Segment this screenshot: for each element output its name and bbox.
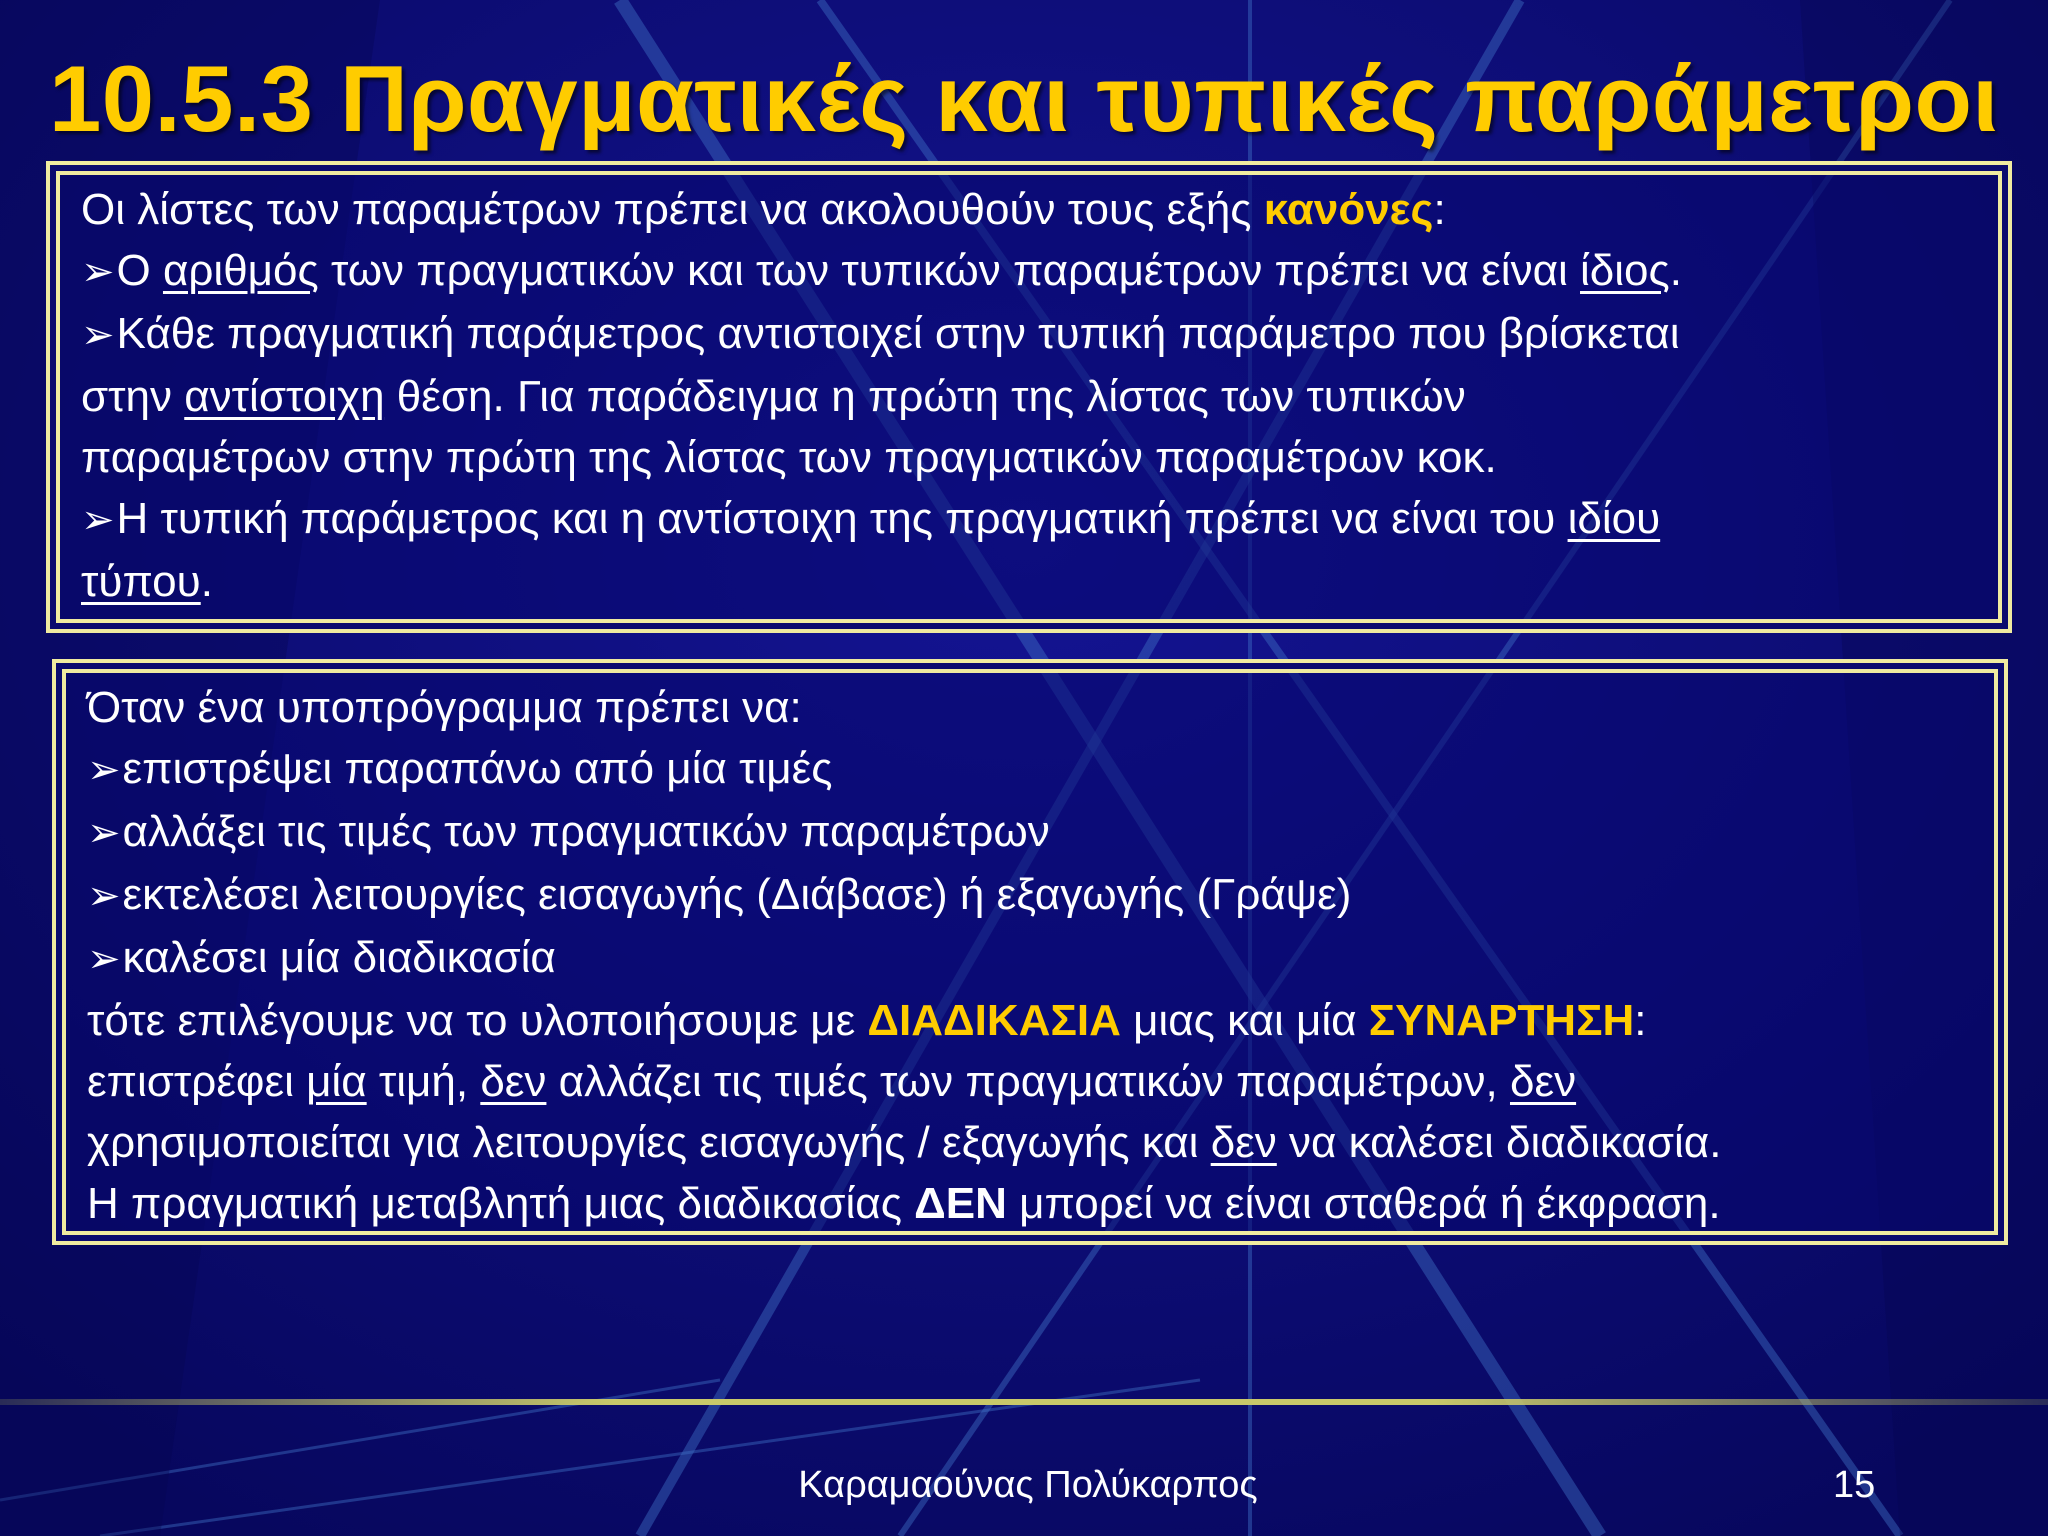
procedure-bullet: [87, 927, 1972, 990]
choice-text: μιας και μία: [1120, 996, 1369, 1045]
footer-divider: [0, 1399, 2048, 1405]
rule-2-line-3: παραμέτρων στην πρώτη της λίστας των πραγματικών παραμέτρων κοκ.: [81, 433, 1497, 482]
function-desc-text: αλλάζει τις τιμές των πραγματικών παραμέτρων,: [546, 1057, 1510, 1106]
function-keyword: ΣΥΝΑΡΤΗΣΗ: [1368, 996, 1635, 1045]
rule-1-underlined: αριθμός: [162, 246, 319, 295]
variable-note-line: [87, 1173, 1972, 1234]
rule-3-line-2: [81, 551, 1976, 612]
choice-text: τότε επιλέγουμε να το υλοποιήσουμε με: [87, 996, 868, 1045]
procedure-bullet-text: εκτελέσει λειτουργίες εισαγωγής (Διάβασε) ή εξαγωγής (Γράψε): [122, 870, 1352, 919]
intro-end: :: [1433, 185, 1446, 234]
function-desc-text: χρησιμοποιείται για λειτουργίες εισαγωγής / εξαγωγής και: [87, 1118, 1211, 1167]
rules-intro: [81, 179, 1976, 240]
rule-2-underlined: αντίστοιχη: [184, 372, 385, 421]
function-desc-line-2: [87, 1112, 1972, 1173]
rule-3-underlined: τύπου: [81, 557, 201, 606]
rule-2-line-1: [81, 303, 1976, 366]
function-desc-underlined: μία: [306, 1057, 367, 1106]
procedure-intro: Όταν ένα υποπρόγραμμα πρέπει να:: [87, 683, 802, 732]
rule-1-text: .: [1669, 246, 1682, 295]
procedure-box: [62, 669, 1998, 1235]
procedure-bullet: [87, 864, 1972, 927]
procedure-keyword: ΔΙΑΔΙΚΑΣΙΑ: [867, 996, 1121, 1045]
intro-highlight: κανόνες: [1263, 185, 1434, 234]
bullet-arrow-icon: ➢: [81, 313, 115, 357]
function-desc-underlined: δεν: [1210, 1118, 1277, 1167]
function-desc-line-1: [87, 1051, 1972, 1112]
page-number: 15: [1833, 1464, 1876, 1506]
function-desc-underlined: δεν: [480, 1057, 547, 1106]
rule-3-line-1: [81, 488, 1976, 551]
rule-2-text: Κάθε πραγματική παράμετρος αντιστοιχεί στην τυπική παράμετρο που βρίσκεται: [116, 309, 1680, 358]
rule-3-text: Η τυπική παράμετρος και η αντίστοιχη της πραγματική πρέπει να είναι του: [116, 494, 1568, 543]
rule-1: [81, 240, 1976, 303]
rule-2-text: θέση. Για παράδειγμα η πρώτη της λίστας των τυπικών: [384, 372, 1466, 421]
function-desc-text: επιστρέφει: [87, 1057, 307, 1106]
rule-3-text: .: [200, 557, 213, 606]
rule-2-text: στην: [81, 372, 185, 421]
bullet-arrow-icon: ➢: [81, 498, 115, 542]
function-desc-text: να καλέσει διαδικασία.: [1276, 1118, 1722, 1167]
variable-note-text: μπορεί να είναι σταθερά ή έκφραση.: [1006, 1179, 1721, 1228]
rules-box: [56, 171, 2002, 623]
intro-text: Οι λίστες των παραμέτρων πρέπει να ακολουθούν τους εξής: [81, 185, 1264, 234]
bullet-arrow-icon: ➢: [87, 937, 121, 981]
bullet-arrow-icon: ➢: [87, 748, 121, 792]
function-desc-underlined: δεν: [1509, 1057, 1577, 1106]
footer-author: Καραμαούνας Πολύκαρπος: [798, 1464, 1258, 1506]
slide-title: 10.5.3 Πραγματικές και τυπικές παράμετροι: [49, 46, 1999, 151]
rule-1-text: των πραγματικών και των τυπικών παραμέτρων πρέπει να είναι: [318, 246, 1581, 295]
bullet-arrow-icon: ➢: [87, 874, 121, 918]
bullet-arrow-icon: ➢: [87, 811, 121, 855]
procedure-bullet-text: καλέσει μία διαδικασία: [122, 933, 556, 982]
variable-note-bold: ΔΕΝ: [914, 1179, 1007, 1228]
function-desc-text: τιμή,: [366, 1057, 481, 1106]
procedure-bullet-text: επιστρέψει παραπάνω από μία τιμές: [122, 744, 833, 793]
procedure-bullet-text: αλλάξει τις τιμές των πραγματικών παραμέτρων: [122, 807, 1050, 856]
procedure-choice-line: [87, 990, 1972, 1051]
rule-1-text: Ο: [116, 246, 163, 295]
rule-1-underlined: ίδιος: [1580, 246, 1670, 295]
rule-3-underlined: ιδίου: [1567, 494, 1661, 543]
procedure-bullet: [87, 738, 1972, 801]
choice-text: :: [1634, 996, 1647, 1045]
bullet-arrow-icon: ➢: [81, 250, 115, 294]
procedure-bullet: [87, 801, 1972, 864]
variable-note-text: Η πραγματική μεταβλητή μιας διαδικασίας: [87, 1179, 915, 1228]
rule-2-line-2: [81, 366, 1976, 427]
